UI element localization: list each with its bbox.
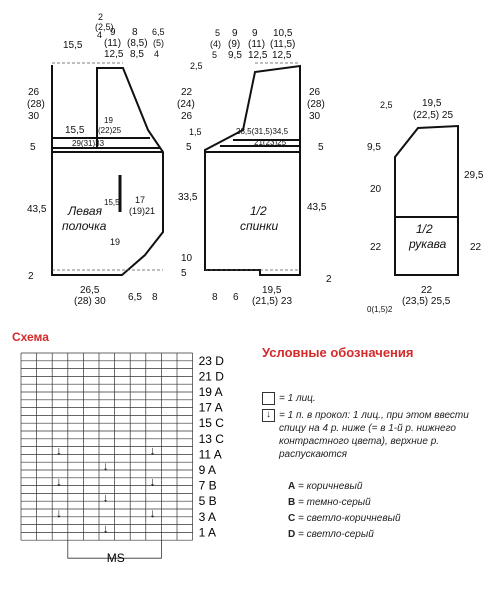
svg-text:12,5: 12,5: [104, 49, 124, 60]
row-label: 9 A: [198, 463, 216, 477]
row-label: 19 A: [198, 385, 223, 399]
schema-title: Схема: [12, 330, 49, 344]
svg-text:20: 20: [370, 184, 382, 195]
svg-text:19,5: 19,5: [422, 98, 442, 109]
svg-text:5: 5: [181, 268, 187, 279]
front-piece-outline: [52, 65, 163, 275]
svg-text:19: 19: [104, 116, 113, 125]
row-label: 13 C: [198, 431, 224, 446]
slip-stitch-arrow: ↓: [149, 474, 156, 489]
svg-text:9: 9: [232, 28, 238, 39]
row-label: 11 A: [198, 447, 222, 462]
svg-text:(28) 30: (28) 30: [74, 296, 106, 307]
svg-text:29(31)33: 29(31)33: [72, 139, 105, 148]
ms-label: MS: [106, 551, 125, 566]
slip-stitch-arrow: ↓: [149, 443, 156, 458]
svg-text:0(1,5)2: 0(1,5)2: [367, 305, 393, 314]
svg-text:(21,5) 23: (21,5) 23: [252, 296, 293, 307]
svg-text:5: 5: [212, 50, 218, 60]
slip-stitch-arrow: ↓: [102, 490, 109, 505]
svg-text:12,5: 12,5: [272, 50, 292, 61]
svg-text:(11,5): (11,5): [270, 39, 296, 50]
svg-text:8: 8: [152, 292, 158, 303]
slip-stitch-arrow: ↓: [56, 443, 62, 458]
svg-text:22: 22: [470, 242, 482, 253]
color-key: [288, 479, 498, 543]
svg-text:8: 8: [132, 27, 138, 38]
row-label: 15 C: [198, 416, 224, 431]
svg-text:(8,5): (8,5): [127, 38, 148, 49]
svg-text:2,5: 2,5: [190, 61, 203, 71]
legend-title: Условные обозначения: [262, 345, 414, 360]
sleeve-outline: [395, 126, 458, 275]
svg-text:(19)21: (19)21: [129, 206, 156, 216]
svg-text:4: 4: [97, 30, 103, 40]
svg-text:26: 26: [181, 111, 193, 122]
svg-text:2: 2: [98, 12, 104, 22]
svg-text:(28): (28): [27, 99, 45, 110]
svg-text:15,5: 15,5: [65, 125, 85, 136]
color-A: A = коричневый: [288, 481, 363, 492]
color-C: C = светло-коричневый: [288, 513, 401, 524]
svg-text:(22)25: (22)25: [98, 126, 122, 135]
svg-text:22: 22: [370, 242, 382, 253]
svg-text:6,5: 6,5: [128, 292, 142, 303]
svg-text:6: 6: [233, 292, 239, 303]
svg-text:8: 8: [212, 292, 218, 303]
row-label: 7 B: [198, 478, 217, 493]
svg-text:10: 10: [181, 253, 193, 264]
svg-text:26: 26: [309, 87, 321, 98]
svg-text:(9): (9): [228, 39, 241, 50]
back-piece-outline: [205, 66, 300, 275]
back-piece-name: 1/2: [250, 204, 267, 218]
svg-text:полочка: полочка: [62, 219, 107, 233]
svg-text:10,5: 10,5: [273, 28, 293, 39]
legend-slip: ↓ = 1 п. в прокол: 1 лиц., при этом ввести спицу на 4 р. ниже (= в 1-й р. нижнего контрастного цвета), верхние р. распускаются: [262, 409, 498, 461]
svg-text:21(23)25: 21(23)25: [254, 138, 287, 147]
svg-text:(24): (24): [177, 99, 195, 110]
color-D: D = светло-серый: [288, 529, 374, 540]
svg-text:2: 2: [326, 274, 332, 285]
row-label: 17 A: [198, 400, 223, 415]
svg-text:15,5: 15,5: [104, 198, 120, 207]
svg-text:9,5: 9,5: [367, 142, 381, 153]
row-label: 1 A: [198, 525, 216, 540]
color-B: B = темно-серый: [288, 497, 371, 508]
row-label: 3 A: [198, 509, 216, 524]
slip-stitch-arrow: ↓: [102, 459, 109, 474]
slip-stitch-arrow: ↓: [56, 505, 62, 520]
svg-text:5: 5: [318, 142, 324, 153]
row-label: 5 B: [198, 494, 217, 509]
svg-text:6,5: 6,5: [152, 27, 165, 37]
svg-text:2,5: 2,5: [380, 100, 393, 110]
svg-text:43,5: 43,5: [27, 204, 47, 215]
svg-text:(5): (5): [153, 38, 164, 48]
svg-text:2: 2: [28, 271, 34, 282]
svg-text:5: 5: [186, 142, 192, 153]
front-top-15-5: 15,5: [63, 40, 83, 51]
svg-text:(11): (11): [104, 38, 122, 49]
svg-text:17: 17: [135, 195, 146, 205]
svg-text:9,5: 9,5: [228, 50, 242, 61]
row-label: 23 D: [198, 353, 224, 368]
legend-plain: = 1 лиц.: [262, 392, 498, 405]
slip-stitch-arrow: ↓: [149, 505, 156, 520]
svg-text:4: 4: [154, 49, 160, 59]
svg-text:12,5: 12,5: [248, 50, 268, 61]
svg-text:рукава: рукава: [409, 237, 447, 251]
legend: [262, 345, 498, 543]
row-label: 21 D: [198, 369, 224, 384]
down-arrow-icon: ↓: [262, 409, 275, 422]
svg-text:22: 22: [181, 87, 193, 98]
svg-text:(11): (11): [248, 39, 266, 50]
svg-text:9: 9: [252, 28, 258, 39]
front-piece-name: Левая: [68, 204, 102, 218]
svg-text:спинки: спинки: [240, 219, 279, 233]
svg-text:(23,5) 25,5: (23,5) 25,5: [402, 296, 451, 307]
svg-text:5: 5: [215, 28, 221, 38]
svg-text:8,5: 8,5: [130, 49, 144, 60]
svg-text:30: 30: [28, 111, 40, 122]
plain-stitch-symbol: [262, 392, 275, 405]
svg-text:43,5: 43,5: [307, 202, 327, 213]
svg-text:28,5(31,5)34,5: 28,5(31,5)34,5: [236, 127, 289, 136]
svg-text:26,5: 26,5: [80, 285, 100, 296]
svg-text:5: 5: [30, 142, 36, 153]
svg-text:(4): (4): [210, 39, 221, 49]
svg-text:22: 22: [421, 285, 433, 296]
svg-text:26: 26: [28, 87, 40, 98]
slip-stitch-arrow: ↓: [56, 474, 62, 489]
knitting-chart: [0, 330, 260, 590]
svg-text:29,5: 29,5: [464, 170, 484, 181]
slip-stitch-arrow: ↓: [102, 521, 109, 536]
svg-text:19,5: 19,5: [262, 285, 282, 296]
svg-text:1,5: 1,5: [189, 127, 202, 137]
svg-text:30: 30: [309, 111, 321, 122]
svg-text:9: 9: [110, 27, 116, 38]
svg-text:33,5: 33,5: [178, 192, 198, 203]
svg-text:(28): (28): [307, 99, 325, 110]
svg-text:19: 19: [110, 237, 121, 247]
svg-text:(2,5): (2,5): [95, 22, 114, 32]
svg-text:(22,5) 25: (22,5) 25: [413, 110, 454, 121]
sleeve-name: 1/2: [416, 222, 433, 236]
